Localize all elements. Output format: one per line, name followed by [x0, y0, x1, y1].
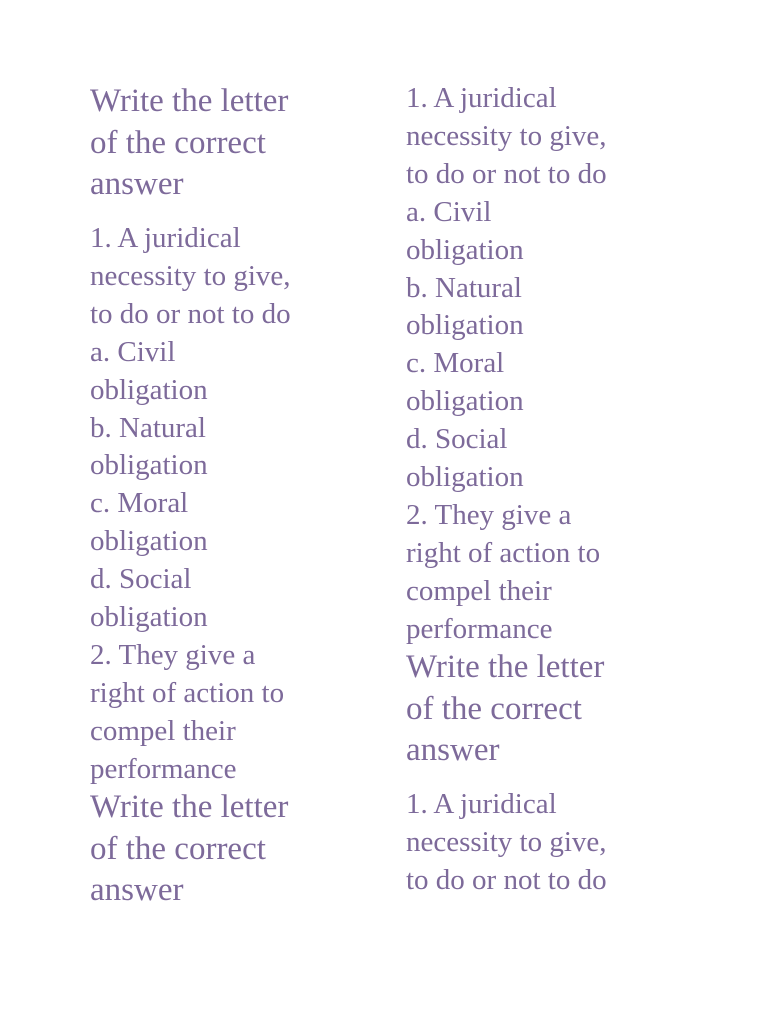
heading-line: of the correct [90, 830, 266, 867]
option-line: c. Moral [90, 487, 189, 520]
question-line: right of action to [90, 676, 285, 709]
option-line: b. Natural [90, 411, 206, 444]
instruction-heading [406, 647, 604, 772]
option-line: c. Moral [406, 347, 505, 380]
instruction-heading [90, 787, 288, 912]
question-line: compel their [90, 714, 236, 747]
question-line: to do or not to do [406, 863, 607, 896]
option-line: obligation [90, 449, 208, 482]
heading-line: answer [90, 872, 184, 908]
heading-line: Write the letter [406, 649, 605, 685]
question-line: 2. They give a [406, 498, 572, 531]
option-line: obligation [406, 233, 524, 266]
heading-line: Write the letter [90, 83, 289, 119]
option-line: obligation [406, 461, 524, 494]
instruction-heading [90, 81, 288, 206]
question-line: 2. They give a [90, 638, 256, 671]
question-line: 1. A juridical [406, 788, 557, 820]
question-block [90, 220, 291, 789]
option-line: obligation [90, 373, 208, 406]
question-line: necessity to give, [90, 259, 291, 292]
question-line: performance [90, 752, 237, 785]
heading-line: of the correct [90, 124, 266, 161]
heading-line: answer [406, 732, 500, 768]
option-line: d. Social [90, 563, 192, 596]
option-line: a. Civil [90, 335, 176, 368]
option-line: obligation [406, 309, 524, 342]
question-line: compel their [406, 574, 552, 607]
option-line: a. Civil [406, 195, 492, 228]
option-line: b. Natural [406, 271, 522, 304]
option-line: obligation [406, 385, 524, 418]
question-block [406, 786, 607, 900]
option-line: d. Social [406, 423, 508, 456]
question-line: 1. A juridical [90, 222, 241, 254]
question-line: to do or not to do [90, 297, 291, 330]
question-line: necessity to give, [406, 119, 607, 152]
question-line: performance [406, 612, 553, 645]
question-line: to do or not to do [406, 157, 607, 190]
question-block [406, 80, 607, 649]
question-line: necessity to give, [406, 825, 607, 858]
question-line: right of action to [406, 536, 601, 569]
question-line: 1. A juridical [406, 82, 557, 114]
heading-line: of the correct [406, 690, 582, 727]
option-line: obligation [90, 601, 208, 634]
heading-line: Write the letter [90, 789, 289, 825]
heading-line: answer [90, 166, 184, 202]
option-line: obligation [90, 525, 208, 558]
